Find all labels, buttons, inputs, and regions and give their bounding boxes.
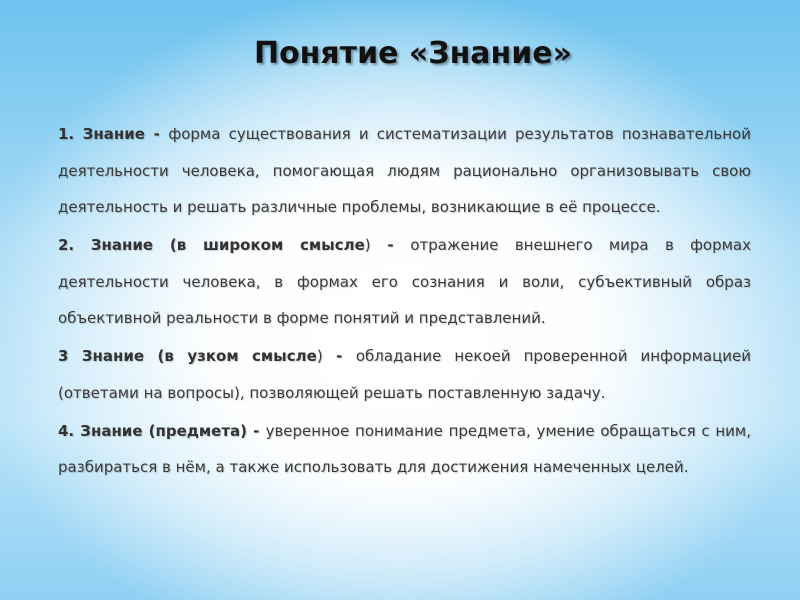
definition-separator: - bbox=[370, 236, 411, 254]
definition-paragraph-4 bbox=[58, 413, 751, 486]
slide-body bbox=[58, 116, 751, 487]
definition-term: 4. Знание (предмета) bbox=[58, 421, 248, 440]
slide-title: Понятие «Знание» bbox=[253, 36, 573, 71]
definition-paragraph-3 bbox=[58, 338, 751, 411]
definition-paragraph-1 bbox=[58, 116, 751, 226]
definition-separator: - bbox=[322, 347, 356, 365]
definition-separator: - bbox=[247, 421, 266, 440]
definition-close-paren: ) bbox=[316, 347, 323, 365]
definition-text: уверенное понимание предмета, умение обращаться с ним, разбираться в нём, а также использовать для достижения намеченных целей. bbox=[58, 421, 752, 476]
definition-close-paren: ) bbox=[364, 236, 371, 254]
definition-term: 1. Знание bbox=[58, 125, 145, 143]
definition-text: форма существования и систематизации результатов познавательной деятельности человека, помогающая людям рационально организовывать свою деятельность и решать различные проблемы, возникающие в её процессе. bbox=[58, 125, 751, 216]
definition-text: обладание некоей проверенной информацией (ответами на вопросы), позволяющей решать поставленную задачу. bbox=[58, 347, 752, 402]
definition-term: 3 Знание (в узком смысле bbox=[58, 347, 317, 365]
definition-paragraph-2 bbox=[58, 227, 751, 337]
definition-text: отражение внешнего мира в формах деятельности человека, в формах его сознания и воли, субъективный образ объективной реальности в форме понятий и представлений. bbox=[58, 236, 752, 327]
definition-term: 2. Знание (в широком смысле bbox=[58, 236, 365, 254]
definition-separator: - bbox=[144, 125, 169, 143]
